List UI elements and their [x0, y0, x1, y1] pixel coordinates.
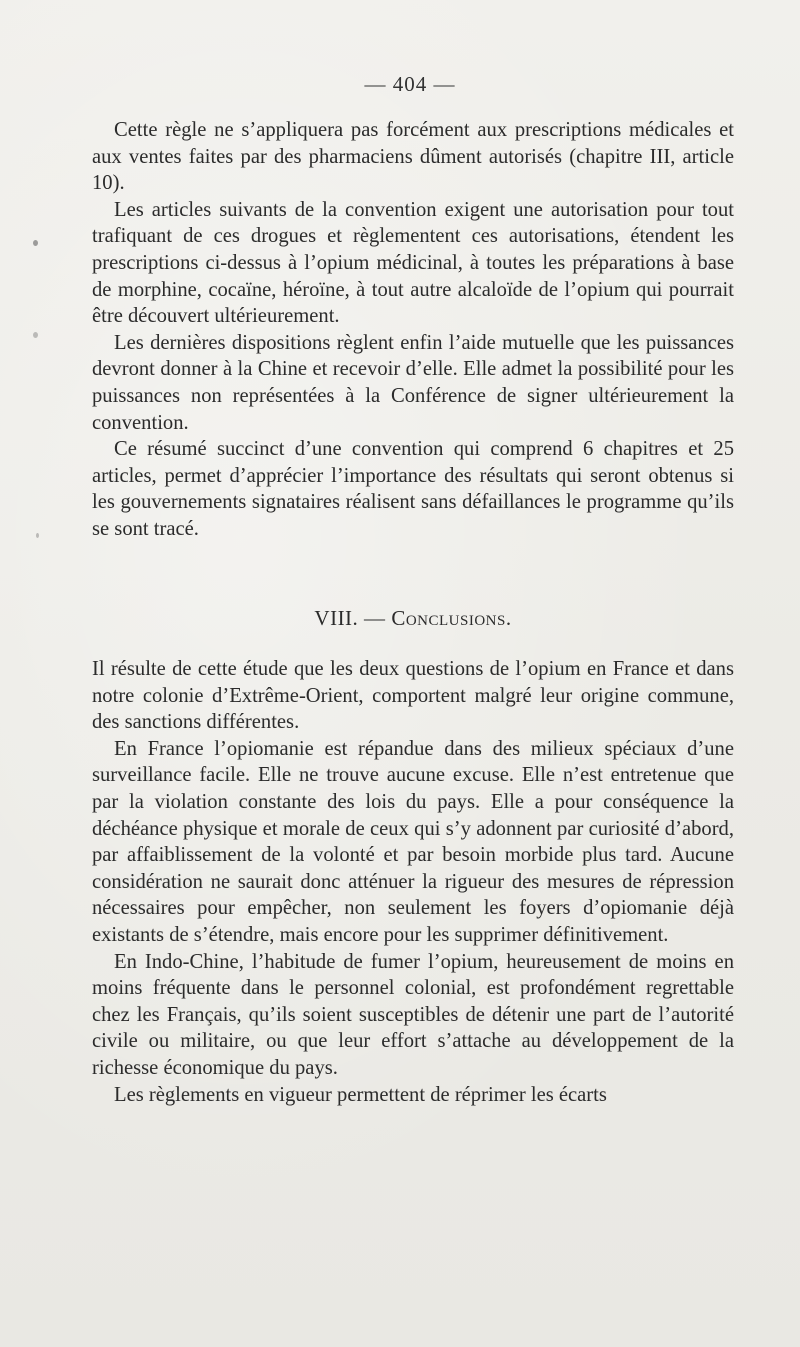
paragraph: En Indo-Chine, l’habitude de fumer l’opium, heureusement de moins en moins fréquente dans le personnel colonial, est profondément regrettable chez les Français, qu’ils soient susceptibles de détenir une part de l’autorité civile ou militaire, ou que leur effort s’attache au développement de la richesse économique du pays.	[92, 950, 734, 1079]
paragraph: Les règlements en vigueur permettent de réprimer les écarts	[114, 1083, 607, 1106]
section-heading	[92, 606, 734, 631]
text-after-section	[92, 656, 734, 1108]
paragraph: Les articles suivants de la convention exigent une autorisation pour tout trafiquant de ces drogues et règlementent ces autorisations, étendent les prescriptions ci-dessus à l’opium médicinal, à toutes les préparations à base de morphine, cocaïne, héroïne, à tout autre alcaloïde de l’opium qui pourrait être découvert ultérieurement.	[92, 198, 734, 328]
section-number: VIII. —	[314, 606, 386, 630]
paragraph: Cette règle ne s’appliquera pas forcément aux prescriptions médicales et aux ventes faites par des pharmaciens dûment autorisés (chapitre III, article 10).	[92, 119, 734, 195]
paragraph: En France l’opiomanie est répandue dans des milieux spéciaux d’une surveillance facile. Elle ne trouve aucune excuse. Elle n’est entretenue que par la violation constante des lois du pays. Elle a pour conséquence la déchéance physique et morale de ceux qui s’y adonnent par curiosité d’abord, par affaiblissement de la volonté et par besoin morbide plus tard. Aucune considération ne saurait donc atténuer la rigueur des mesures de répression nécessaires pour empêcher, non seulement les foyers d’opiomanie déjà existants de s’étendre, mais encore pour les supprimer définitivement.	[92, 737, 734, 946]
paragraph: Il résulte de cette étude que les deux questions de l’opium en France et dans notre colonie d’Extrême-Orient, comportent malgré leur origine commune, des sanctions différentes.	[92, 658, 734, 734]
paragraph: Les dernières dispositions règlent enfin l’aide mutuelle que les puissances devront donner à la Chine et recevoir d’elle. Elle admet la possibilité pour les puissances non représentées à la Conférence de signer ultérieurement la convention.	[92, 331, 734, 434]
section-title: Conclusions.	[391, 606, 512, 630]
page-number: — 404 —	[364, 72, 456, 96]
paragraph: Ce résumé succinct d’une convention qui comprend 6 chapitres et 25 articles, permet d’apprécier l’importance des résultats qui seront obtenus si les gouvernements signataires réalisent sans défaillances le programme qu’ils se sont tracé.	[92, 438, 734, 540]
paper-speck	[33, 332, 38, 338]
paper-speck	[33, 240, 38, 246]
paper-speck	[36, 533, 39, 538]
text-before-section	[92, 117, 734, 543]
